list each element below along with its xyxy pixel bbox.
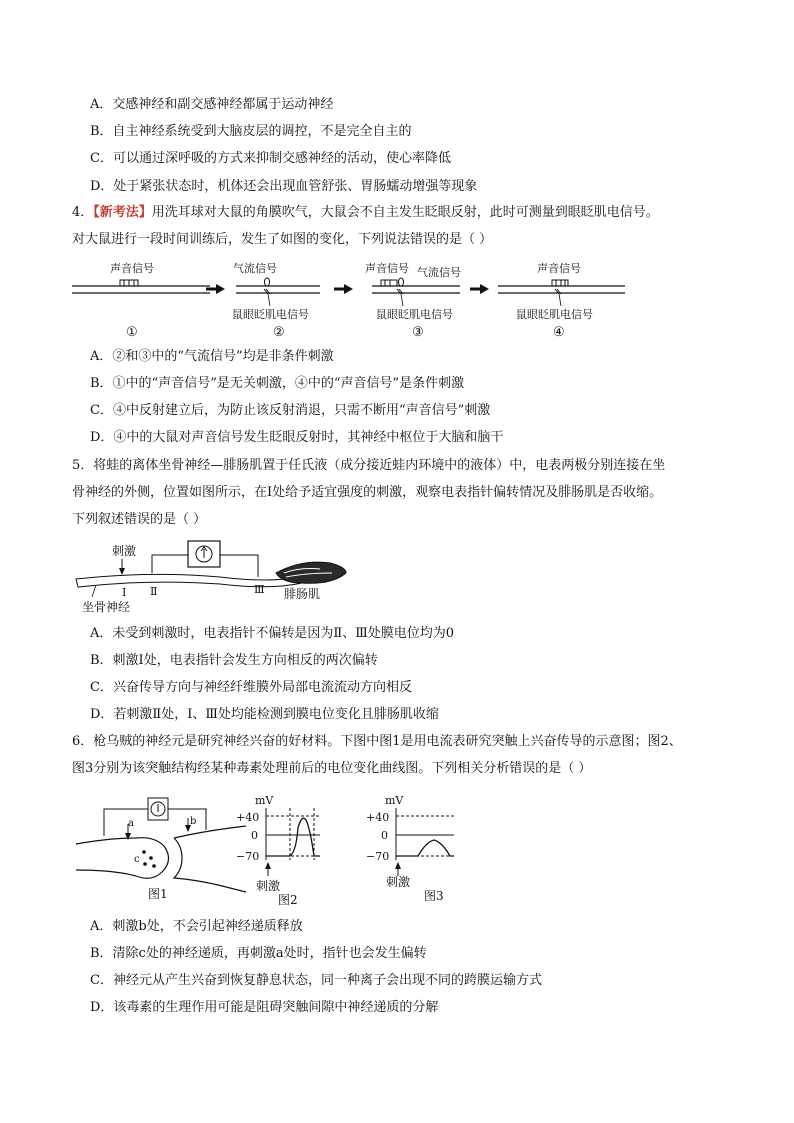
q6-figure-3 — [366, 794, 454, 903]
q6-option-d: D．该毒素的生理作用可能是阻碍突触间隙中神经递质的分解 — [90, 1000, 439, 1015]
q6-fig1-caption: 图1 — [148, 887, 168, 901]
q5-option-b: B．刺激Ⅰ处，电表指针会发生方向相反的两次偏转 — [90, 653, 378, 668]
q5-diagram — [70, 533, 360, 615]
q5-point-2: Ⅱ — [150, 585, 158, 598]
q6-option-c: C．神经元从产生兴奋到恢复静息状态，同一种离子会出现不同的跨膜运输方式 — [90, 973, 542, 988]
q3-option-d: D．处于紧张状态时，机体还会出现血管舒张、胃肠蠕动增强等现象 — [90, 179, 478, 194]
q3-option-b: B．自主神经系统受到大脑皮层的调控，不是完全自主的 — [90, 124, 412, 139]
q6-fig2-unit: mV — [255, 794, 274, 807]
q4-stem-line1 — [72, 204, 659, 222]
q4-option-d: D．④中的大鼠对声音信号发生眨眼反射时，其神经中枢位于大脑和脑干 — [90, 430, 504, 445]
q5-muscle — [276, 562, 346, 583]
q4-emg-label-3: 鼠眼眨肌电信号 — [376, 308, 453, 321]
q4-panel-1 — [72, 261, 210, 340]
q6-fig3-tick-m70: −70 — [366, 850, 390, 863]
q4-air-label-2: 气流信号 — [233, 262, 277, 275]
q6-stem-line1: 6．枪乌贼的神经元是研究神经兴奋的好材料。下图中图1是用电流表研究突触上兴奋传导的示意图；图2、 — [72, 734, 682, 749]
q3-option-c: C．可以通过深呼吸的方式来抑制交感神经的活动，使心率降低 — [90, 151, 451, 166]
q5-stem-line2: 骨神经的外侧，位置如图所示，在Ⅰ处给予适宜强度的刺激，观察电表指针偏转情况及腓肠肌是否收缩。 — [72, 485, 663, 500]
q6-label-b: b — [190, 816, 197, 827]
q4-panel-number-2: ② — [273, 325, 285, 340]
q4-option-a: A．②和③中的“气流信号”均是非条件刺激 — [90, 349, 334, 364]
q6-fig3-tick-0: 0 — [381, 829, 388, 842]
q4-emg-label-2: 鼠眼眨肌电信号 — [232, 308, 309, 321]
q6-label-c: c — [134, 854, 140, 865]
q4-sound-label-3: 声音信号 — [365, 262, 409, 275]
q4-emg-label-4: 鼠眼眨肌电信号 — [516, 308, 593, 321]
q6-fig3-caption: 图3 — [424, 889, 444, 903]
q5-option-a: A．未受到刺激时，电表指针不偏转是因为Ⅱ、Ⅲ处膜电位均为0 — [90, 626, 455, 641]
q4-stem-text: 用洗耳球对大鼠的角膜吹气，大鼠会不自主发生眨眼反射，此时可测量到眼眨肌电信号。 — [151, 205, 659, 220]
q6-option-b: B．清除c处的神经递质，再刺激a处时，指针也会发生偏转 — [90, 946, 427, 961]
q4-option-b: B．①中的“声音信号”是无关刺激，④中的“声音信号”是条件刺激 — [90, 376, 465, 391]
q6-stem-line2: 图3分别为该突触结构经某种毒素处理前后的电位变化曲线图。下列相关分析错误的是（ ） — [72, 761, 592, 776]
q5-stem-line1: 5．将蛙的离体坐骨神经—腓肠肌置于任氏液（成分接近蛙内环境中的液体）中，电表两极分别连接在坐 — [72, 458, 666, 473]
q4-panel-number-4: ④ — [553, 325, 565, 340]
q6-fig2-tick-40: +40 — [236, 811, 260, 824]
q4-air-label-3: 气流信号 — [417, 266, 461, 279]
q6-fig2-stim: 刺激 — [256, 879, 281, 893]
q4-panel-number-3: ③ — [412, 325, 424, 340]
q5-option-c: C．兴奋传导方向与神经纤维膜外局部电流流动方向相反 — [90, 680, 412, 695]
q6-fig3-stim: 刺激 — [386, 875, 411, 889]
q6-label-a: a — [128, 818, 134, 829]
q4-diagram — [60, 256, 640, 344]
q6-fig2-tick-m70: −70 — [236, 850, 260, 863]
q4-sound-label-1: 声音信号 — [110, 262, 154, 275]
q4-panel-2 — [232, 261, 320, 340]
q4-option-c: C．④中反射建立后，为防止该反射消退，只需不断用“声音信号”刺激 — [90, 403, 491, 418]
q5-nerve-label: 坐骨神经 — [82, 600, 131, 614]
q6-fig2-tick-0: 0 — [251, 829, 258, 842]
q5-muscle-label: 腓肠肌 — [284, 587, 321, 601]
q6-diagram — [70, 788, 480, 910]
q6-option-a: A．刺激b处，不会引起神经递质释放 — [90, 919, 303, 934]
q6-figure-2 — [236, 794, 320, 907]
q5-point-1: Ⅰ — [122, 586, 127, 599]
q6-figure-1 — [76, 798, 246, 901]
q4-number: 4． — [72, 205, 94, 220]
q5-point-3: Ⅲ — [254, 583, 265, 596]
q6-fig2-caption: 图2 — [278, 893, 298, 907]
q4-panel-3 — [365, 261, 461, 340]
q4-panel-number-1: ① — [126, 325, 138, 340]
q5-stim-label: 刺激 — [112, 544, 137, 558]
q6-fig3-curve — [396, 840, 454, 856]
q3-option-a: A．交感神经和副交感神经都属于运动神经 — [90, 97, 334, 112]
q6-fig3-unit: mV — [385, 794, 404, 807]
q4-sound-label-4: 声音信号 — [537, 262, 581, 275]
q6-fig2-curve — [266, 818, 320, 856]
q5-stem-line3: 下列叙述错误的是（ ） — [72, 512, 207, 527]
q4-tag: 【新考法】 — [93, 205, 152, 220]
q4-stem-line2: 对大鼠进行一段时间训练后，发生了如图的变化，下列说法错误的是（ ） — [72, 232, 493, 247]
q4-panel-4 — [498, 261, 625, 340]
q6-fig3-tick-40: +40 — [366, 811, 390, 824]
q5-option-d: D．若刺激Ⅱ处，Ⅰ、Ⅲ处均能检测到膜电位变化且腓肠肌收缩 — [90, 707, 439, 722]
